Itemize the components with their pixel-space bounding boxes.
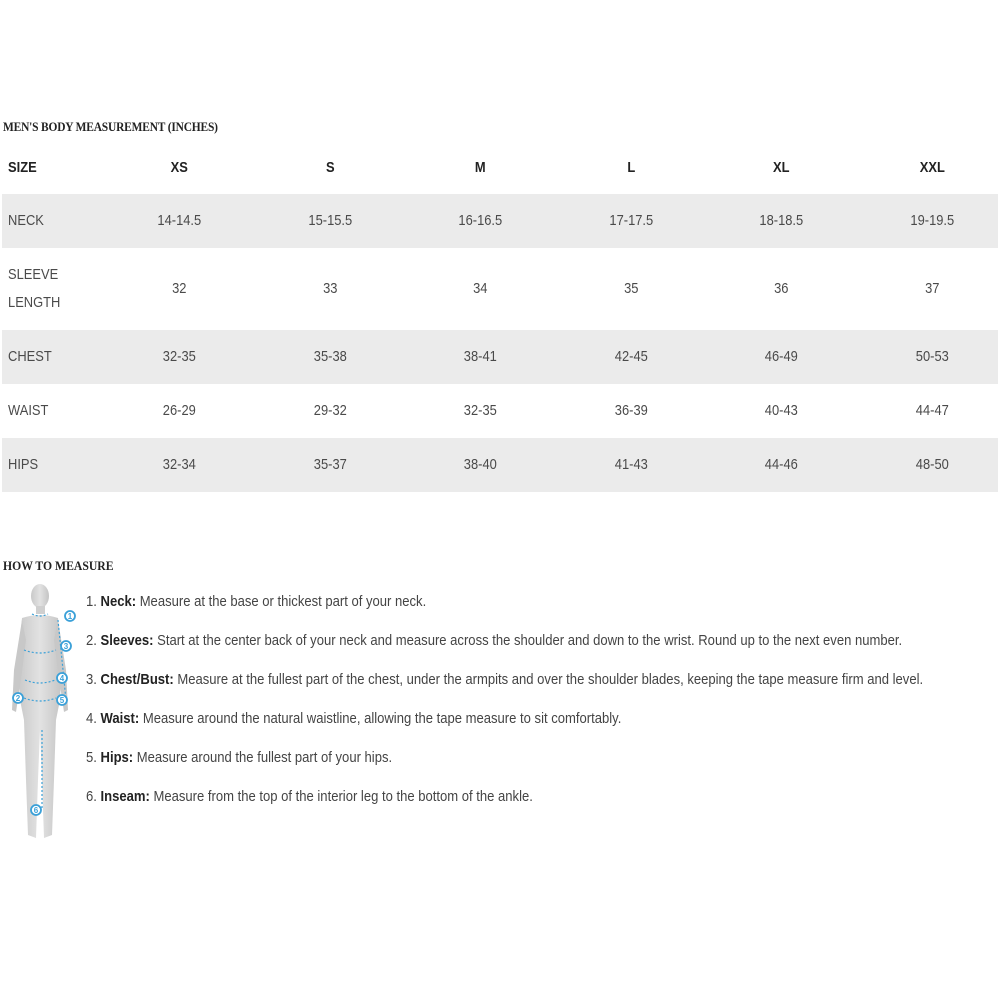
step-text: Start at the center back of your neck and measure across the shoulder and down to the wrist. Round up to the next even number.	[153, 632, 903, 649]
table-cell: 16-16.5	[458, 212, 503, 229]
table-cell: 32	[172, 280, 187, 297]
step-text: Measure around the natural waistline, allowing the tape measure to sit comfortably.	[139, 710, 622, 727]
measure-steps-list	[86, 590, 986, 824]
table-cell: 26-29	[162, 402, 196, 419]
table-row-hips	[2, 438, 998, 492]
step-term: Hips:	[100, 749, 134, 766]
table-cell: 29-32	[313, 402, 347, 419]
size-chart-table	[2, 142, 998, 492]
header-size-xxl: XXL	[919, 159, 945, 176]
table-cell: 18-18.5	[759, 212, 804, 229]
size-chart-title: MEN'S BODY MEASUREMENT (INCHES)	[3, 119, 218, 134]
table-cell: 32-35	[463, 402, 497, 419]
table-cell: 32-35	[162, 348, 196, 365]
row-label: SLEEVE LENGTH	[8, 266, 61, 311]
table-cell: 36-39	[614, 402, 648, 419]
step-text: Measure around the fullest part of your hips.	[133, 749, 393, 766]
svg-text:3: 3	[63, 642, 69, 651]
table-cell: 42-45	[614, 348, 648, 365]
step-number: 5.	[86, 749, 97, 766]
step-number: 1.	[86, 593, 97, 610]
table-cell: 38-40	[463, 456, 497, 473]
step-term: Chest/Bust:	[100, 671, 174, 688]
step-term: Sleeves:	[100, 632, 154, 649]
table-cell: 35-38	[313, 348, 347, 365]
step-text: Measure at the base or thickest part of your neck.	[136, 593, 427, 610]
table-cell: 46-49	[765, 348, 799, 365]
svg-text:1: 1	[67, 612, 73, 621]
svg-text:5: 5	[59, 696, 65, 705]
step-number: 6.	[86, 788, 97, 805]
step-number: 4.	[86, 710, 97, 727]
header-size-xl: XL	[773, 159, 790, 176]
table-cell: 38-41	[463, 348, 497, 365]
list-item	[86, 668, 924, 707]
table-row-waist	[2, 384, 998, 438]
table-cell: 14-14.5	[157, 212, 202, 229]
table-header-row	[2, 142, 998, 194]
table-cell: 35	[623, 280, 639, 297]
row-label: NECK	[8, 212, 44, 229]
table-cell: 44-47	[915, 402, 949, 419]
step-number: 3.	[86, 671, 97, 688]
svg-text:4: 4	[59, 674, 65, 683]
header-size-xs: XS	[170, 159, 188, 176]
row-label: WAIST	[8, 402, 49, 419]
header-size-s: S	[325, 159, 335, 176]
table-cell: 17-17.5	[609, 212, 653, 229]
table-cell: 37	[925, 280, 940, 297]
svg-text:6: 6	[33, 806, 39, 815]
table-row-neck	[2, 194, 998, 248]
header-size-label: SIZE	[8, 159, 37, 176]
list-item	[86, 785, 869, 824]
how-to-measure-title: HOW TO MEASURE	[3, 558, 114, 573]
row-label: HIPS	[8, 456, 39, 473]
table-cell: 40-43	[765, 402, 799, 419]
step-number: 2.	[86, 632, 97, 649]
table-cell: 35-37	[313, 456, 347, 473]
list-item	[86, 629, 903, 668]
table-cell: 34	[473, 280, 488, 297]
table-cell: 36	[774, 280, 789, 297]
step-term: Neck:	[100, 593, 137, 610]
table-cell: 48-50	[915, 456, 949, 473]
table-row-chest	[2, 330, 998, 384]
list-item	[86, 746, 869, 785]
step-term: Waist:	[100, 710, 140, 727]
table-row-sleeve-length	[2, 248, 998, 330]
header-size-m: M	[475, 159, 486, 176]
table-cell: 19-19.5	[910, 212, 955, 229]
svg-text:2: 2	[15, 694, 21, 703]
step-term: Inseam:	[100, 788, 150, 805]
step-text: Measure from the top of the interior leg to the bottom of the ankle.	[149, 788, 533, 805]
table-cell: 50-53	[915, 348, 949, 365]
table-cell: 15-15.5	[308, 212, 352, 229]
row-label: CHEST	[8, 348, 52, 365]
step-text: Measure at the fullest part of the chest, under the armpits and over the shoulder blades, keeping the tape measure firm and level.	[173, 671, 924, 688]
table-cell: 32-34	[162, 456, 196, 473]
table-cell: 41-43	[614, 456, 648, 473]
body-figure-icon	[10, 580, 80, 850]
header-size-l: L	[627, 159, 636, 176]
list-item	[86, 707, 869, 746]
table-cell: 33	[322, 280, 338, 297]
table-cell: 44-46	[765, 456, 799, 473]
list-item	[86, 590, 869, 629]
